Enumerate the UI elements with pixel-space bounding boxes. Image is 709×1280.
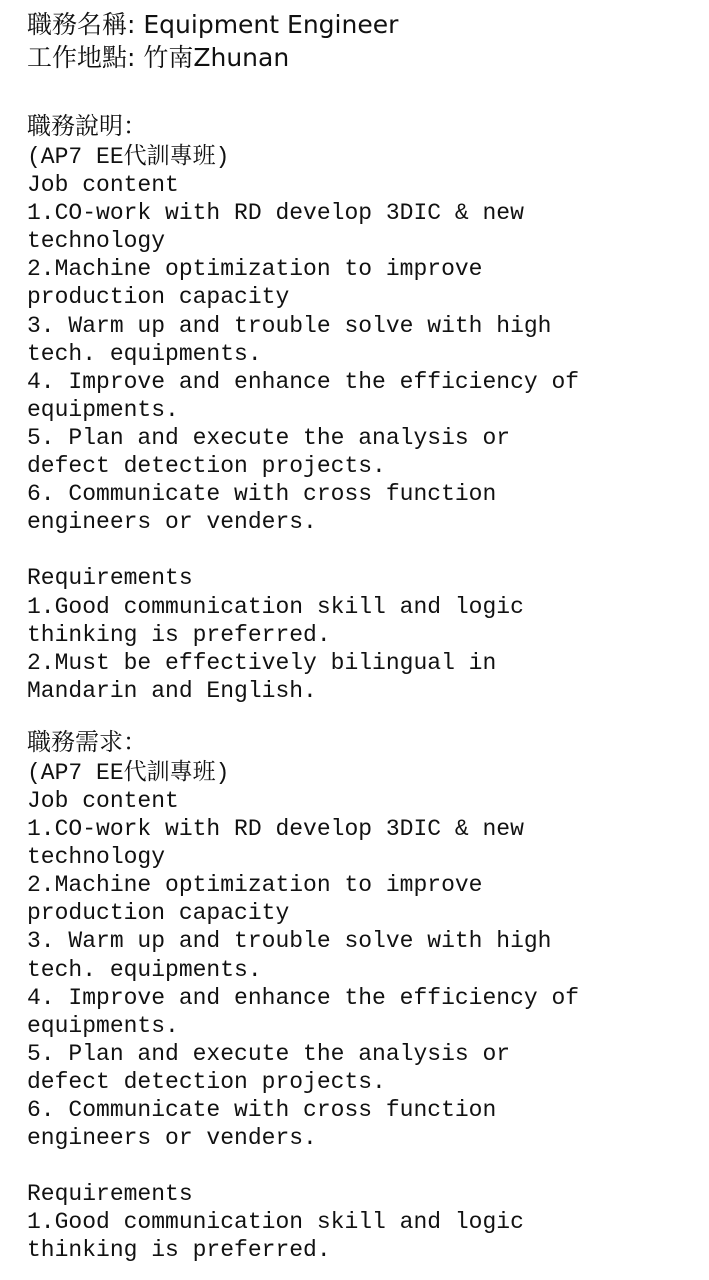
job-post-content [27, 8, 707, 1265]
spacer [27, 536, 707, 564]
requirements-line: defect detection projects. [27, 1068, 386, 1095]
requirements-line: tech. equipments. [27, 956, 262, 983]
requirements-line: production capacity [27, 900, 290, 927]
description-line: equipments. [27, 396, 179, 423]
description-requirement-line: Mandarin and English. [27, 677, 317, 704]
requirements-line: 6. Communicate with cross function [27, 1097, 497, 1123]
job-title-line: 職務名稱: Equipment Engineer [27, 10, 399, 39]
spacer [27, 1152, 707, 1180]
description-requirement-line: Requirements [27, 565, 193, 592]
requirements-requirement-line: 1.Good communication skill and logic [27, 1209, 524, 1236]
requirements-heading: 職務需求： [27, 727, 147, 756]
requirements-block [27, 759, 707, 1265]
description-line: defect detection projects. [27, 453, 386, 480]
requirements-line: equipments. [27, 1012, 179, 1039]
description-line: 5. Plan and execute the analysis or [27, 424, 511, 451]
requirements-line: 4. Improve and enhance the efficiency of [27, 984, 580, 1011]
description-block [27, 143, 707, 705]
spacer [27, 74, 707, 109]
description-line: technology [27, 228, 166, 255]
description-requirement-line: 1.Good communication skill and logic [27, 593, 524, 620]
description-line: production capacity [27, 284, 290, 311]
requirements-requirement-line: Requirements [27, 1181, 193, 1208]
spacer [27, 705, 707, 725]
requirements-line: (AP7 EE代訓專班) [27, 759, 230, 786]
requirements-requirement-line: thinking is preferred. [27, 1237, 331, 1264]
requirements-line: 5. Plan and execute the analysis or [27, 1040, 511, 1067]
requirements-line: 2.Machine optimization to improve [27, 872, 483, 899]
description-line: (AP7 EE代訓專班) [27, 144, 230, 170]
requirements-line: technology [27, 844, 166, 871]
description-line: tech. equipments. [27, 340, 262, 367]
requirements-line: Job content [27, 787, 179, 814]
description-heading: 職務說明： [27, 112, 147, 140]
requirements-line: 1.CO-work with RD develop 3DIC & new [27, 816, 524, 843]
description-line: 1.CO-work with RD develop 3DIC & new [27, 200, 524, 227]
requirements-line: 3. Warm up and trouble solve with high [27, 928, 552, 955]
description-requirement-line: 2.Must be effectively bilingual in [27, 649, 497, 676]
requirements-line: engineers or venders. [27, 1125, 317, 1152]
description-line: Job content [27, 172, 179, 199]
description-requirement-line: thinking is preferred. [27, 621, 331, 648]
description-line: engineers or venders. [27, 509, 317, 536]
description-line: 3. Warm up and trouble solve with high [27, 312, 552, 339]
job-location-line: 工作地點: 竹南Zhunan [27, 43, 290, 72]
description-line: 6. Communicate with cross function [27, 481, 497, 508]
description-line: 2.Machine optimization to improve [27, 256, 483, 283]
description-line: 4. Improve and enhance the efficiency of [27, 368, 580, 395]
